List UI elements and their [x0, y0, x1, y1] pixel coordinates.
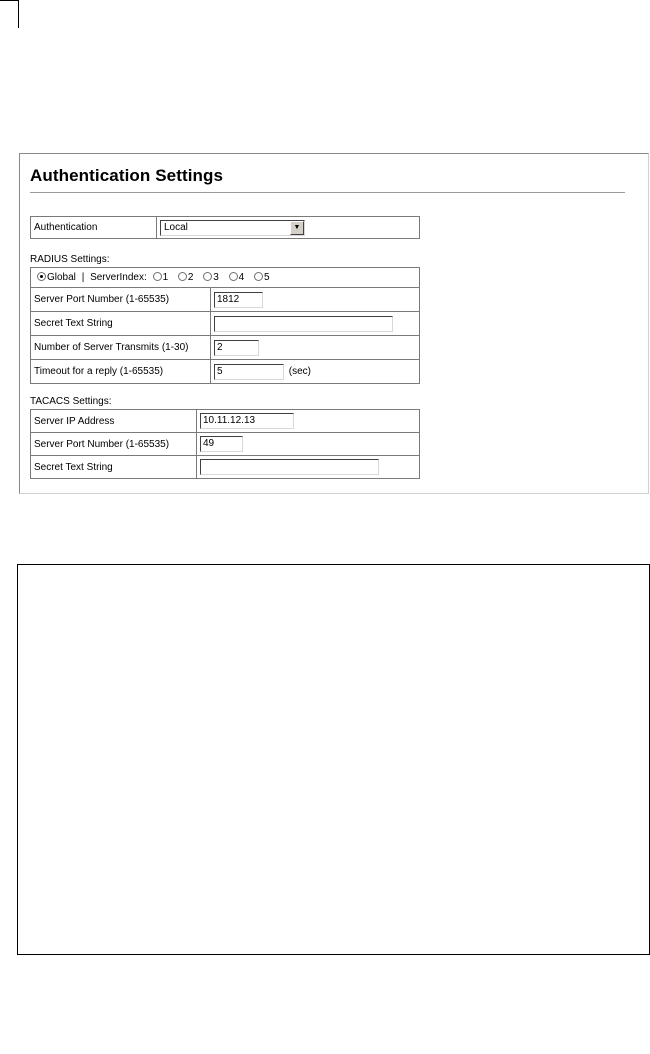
tacacs-secret-label: Secret Text String: [31, 456, 197, 479]
scope-separator: |: [81, 272, 85, 283]
radius-server-port-cell: [211, 288, 420, 312]
radius-server-port-input[interactable]: 1812: [214, 292, 263, 308]
radius-server-port-label: Server Port Number (1-65535): [31, 288, 211, 312]
radio-server-index-1[interactable]: [153, 272, 162, 281]
radius-section-label: RADIUS Settings:: [30, 254, 110, 265]
tacacs-section-label: TACACS Settings:: [30, 396, 112, 407]
authentication-settings-panel: [19, 153, 649, 494]
radio-server-index-5[interactable]: [254, 272, 263, 281]
radius-transmits-input[interactable]: 2: [214, 340, 259, 356]
authentication-table: [30, 216, 420, 239]
tacacs-server-ip-cell: [197, 410, 420, 433]
tacacs-server-ip-label: Server IP Address: [31, 410, 197, 433]
chevron-down-icon[interactable]: ▼: [290, 221, 304, 235]
empty-note-box: [17, 564, 650, 955]
radio-server-index-3-label: 3: [213, 272, 219, 283]
tacacs-server-port-cell: [197, 433, 420, 456]
radius-timeout-label: Timeout for a reply (1-65535): [31, 360, 211, 384]
radio-server-index-4-label: 4: [238, 272, 245, 283]
radius-timeout-unit: (sec): [288, 366, 312, 378]
radius-settings-table: [30, 267, 420, 384]
radio-server-index-5-label: 5: [263, 272, 270, 283]
tacacs-server-port-input[interactable]: 49: [200, 436, 243, 452]
authentication-select-cell: [157, 217, 420, 239]
radius-secret-cell: [211, 312, 420, 336]
radius-scope-row: [31, 268, 420, 288]
title-divider: [30, 192, 625, 193]
tacacs-secret-input[interactable]: [200, 459, 379, 475]
tacacs-secret-cell: [197, 456, 420, 479]
radius-transmits-cell: [211, 336, 420, 360]
authentication-select[interactable]: [160, 220, 305, 236]
radio-global[interactable]: [37, 272, 46, 281]
radius-timeout-cell: [211, 360, 420, 384]
radio-server-index-2-label: 2: [187, 272, 194, 283]
radio-server-index-4[interactable]: [229, 272, 238, 281]
radius-transmits-label: Number of Server Transmits (1-30): [31, 336, 211, 360]
tacacs-settings-table: [30, 409, 420, 479]
authentication-label: Authentication: [31, 217, 157, 239]
radius-timeout-input[interactable]: 5: [214, 364, 284, 380]
radio-server-index-2[interactable]: [178, 272, 187, 281]
radio-server-index-3[interactable]: [203, 272, 212, 281]
authentication-select-value: Local: [164, 221, 188, 233]
page-corner-mark: [0, 0, 19, 28]
radio-server-index-1-label: 1: [162, 272, 169, 283]
tacacs-server-ip-input[interactable]: 10.11.12.13: [200, 413, 294, 429]
radius-secret-label: Secret Text String: [31, 312, 211, 336]
radius-secret-input[interactable]: [214, 316, 393, 332]
server-index-label: ServerIndex:: [90, 272, 147, 283]
page-title: Authentication Settings: [30, 166, 224, 185]
tacacs-server-port-label: Server Port Number (1-65535): [31, 433, 197, 456]
radio-global-label: Global: [47, 272, 76, 283]
